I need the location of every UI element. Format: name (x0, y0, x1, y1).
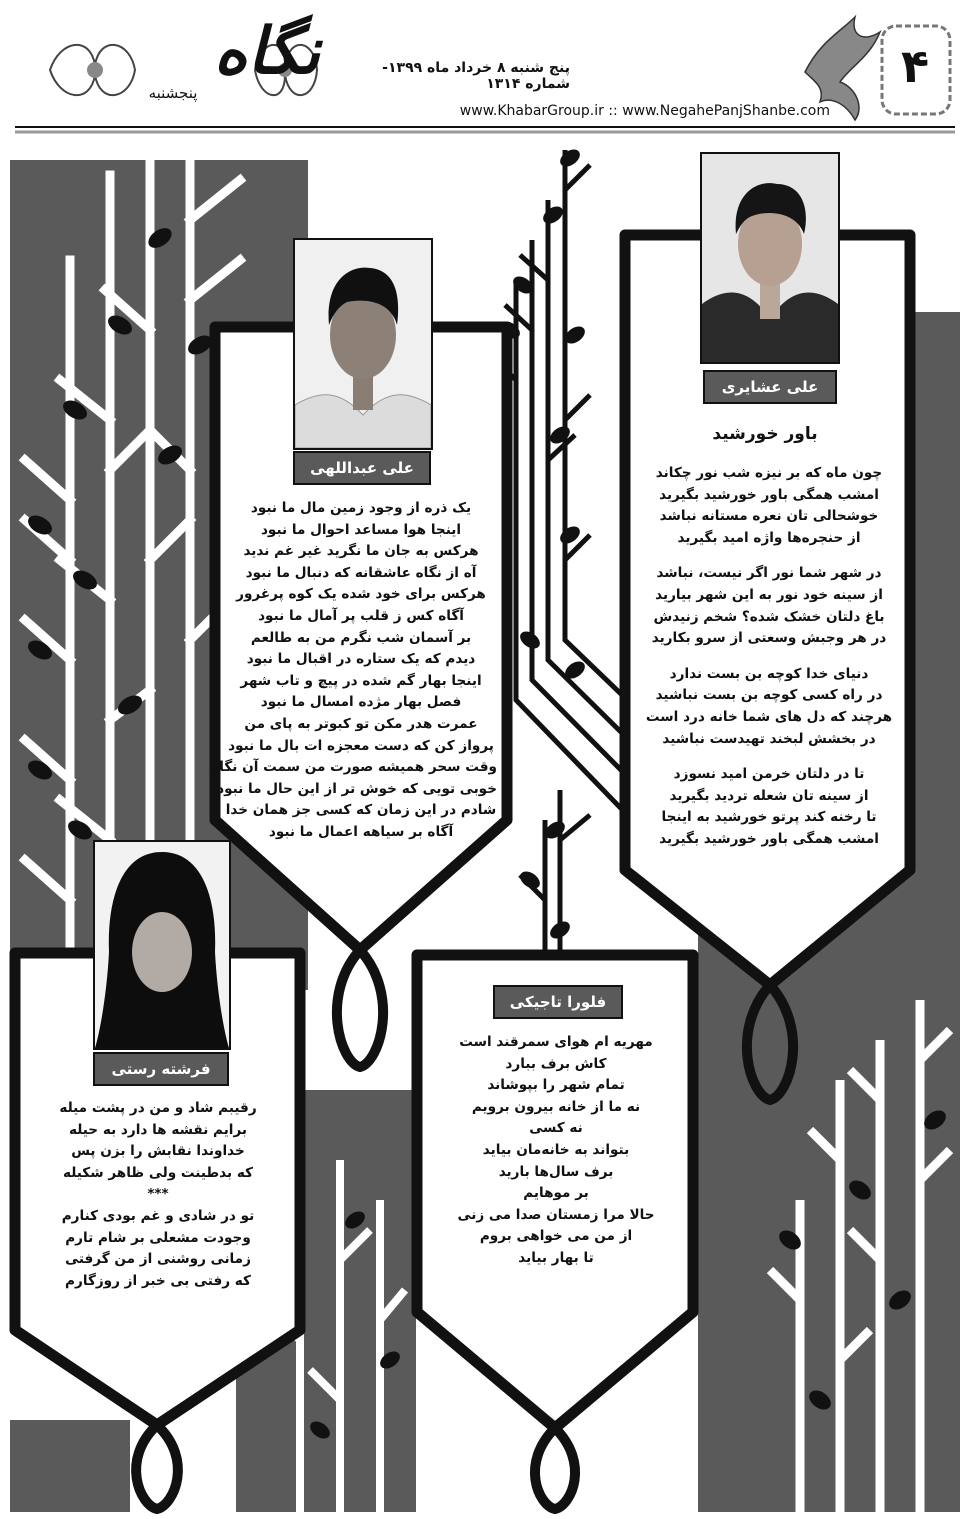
portrait-woman-icon (95, 842, 229, 1048)
newspaper-logo-subtitle: پنجشنبه (148, 84, 198, 102)
poem-fereshteh-rostami: رقیبم شاد و من در پشت میله برایم نقشه ها دارد به حیله خداوندا نقابش را بزن پس که بدطینت ولی ظاهر شکیله *** تو در شادی و غم بودی کنارم وجودت مشعلی بر شام تارم زمانی روشنی از من گرفتی که رفتی بی خبر از روزگارم (24, 1098, 292, 1292)
portrait-man-icon (702, 154, 838, 362)
stanza-4: تا در دلتان خرمن امید نسوزد از سینه تان شعله تردید بگیرید تا رخنه کند پرتو خورشید به اینجا امشب همگی باور خورشید بگیرید (659, 766, 879, 847)
poet-name-ali-abdollahi: علی عبداللهی (293, 451, 431, 485)
poet-name-fereshteh-rostami: فرشته رستی (93, 1052, 229, 1086)
poet-name-flora-tajiki: فلورا تاجیکی (493, 985, 623, 1019)
frame-bottom-right-loop (535, 1428, 575, 1509)
poem-ali-abdollahi: یک ذره از وجود زمین مال ما نبود اینجا هوا مساعد احوال ما نبود هرکس به جان ما نگرید غیر غم ندید آه از نگاه عاشقانه که دنبال ما نبود هرکس برای خود شده یک کوه پرغرور آگاه کس ز قلب پر آمال ما نبود بر آسمان شب نگرم من به طالعم دیدم که یک ستاره در اقبال ما نبود اینجا بهار گم شده در پیچ و تاب شهر فصل بهار مژده امسال ما نبود عمرت هدر مکن تو کبوتر به پای من پرواز کن که دست معجزه ات بال ما نبود وقت سحر همیشه صورت من سمت آن نگاه خوبی تویی که خوش تر از این حال ما نبود شادم در این زمان که کسی جز همان خدا آگاه بر سیاهه اعمال ما نبود (211, 500, 497, 840)
photo-fereshteh-rostami (93, 840, 231, 1050)
stanza-3: دنیای خدا کوچه بن بست ندارد در راه کسی کوچه بن بست نباشید هرچند که دل های شما خانه درد است در بخشش لبخند تهیدست نباشید (645, 665, 893, 747)
poet-name-ali-ashayeri: علی عشایری (راد) (703, 370, 837, 404)
photo-ali-ashayeri (700, 152, 840, 364)
header-rule (15, 124, 955, 136)
poem-flora-tajiki: مهریه ام هوای سمرقند است کاش برف ببارد تمام شهر را بپوشاند نه ما از خانه بیرون برویم نه کسی بتواند به خانه‌مان بیاید برف سال‌ها بارید بر موهایم حالا مرا زمستان صدا می زنی از من می خواهی بروم تا بهار بیاید (457, 1034, 655, 1266)
newspaper-logo-title: نگاه (213, 14, 320, 89)
stanza-separator: *** (147, 1186, 169, 1203)
stanza-2: در شهر شما نور اگر نیست، نباشد از سینه خود نور به این شهر بیارید باغ دلتان خشک شده؟ شخم زنیدش در هر وجبش وسعتی از سرو بکارید (651, 565, 887, 647)
issue-date-and-number: پنج شنبه ۸ خرداد ماه ۱۳۹۹- شماره ۱۳۱۴ (382, 60, 570, 92)
stanza-1: چون ماه که بر نیزه شب نور چکاند امشب همگی باور خورشید بگیرید خوشحالی تان نعره مستانه نباشد از حنجره‌ها واژه امید بگیرید (655, 465, 883, 546)
website-urls[interactable]: www.KhabarGroup.ir :: www.NegahePanjShanbe.com (459, 103, 830, 119)
gray-panel-bottom-left-small (10, 1420, 130, 1512)
page-number: ۴ (900, 39, 930, 93)
poem-title-bavar-khorshid: باور خورشید (712, 424, 818, 444)
poem-ali-ashayeri (634, 463, 904, 865)
portrait-man-icon (295, 240, 431, 448)
photo-ali-abdollahi (293, 238, 433, 450)
frame-bottom-left-loop (136, 1425, 178, 1509)
bird-ornament-icon (795, 12, 885, 122)
frame-center-loop (337, 950, 383, 1067)
